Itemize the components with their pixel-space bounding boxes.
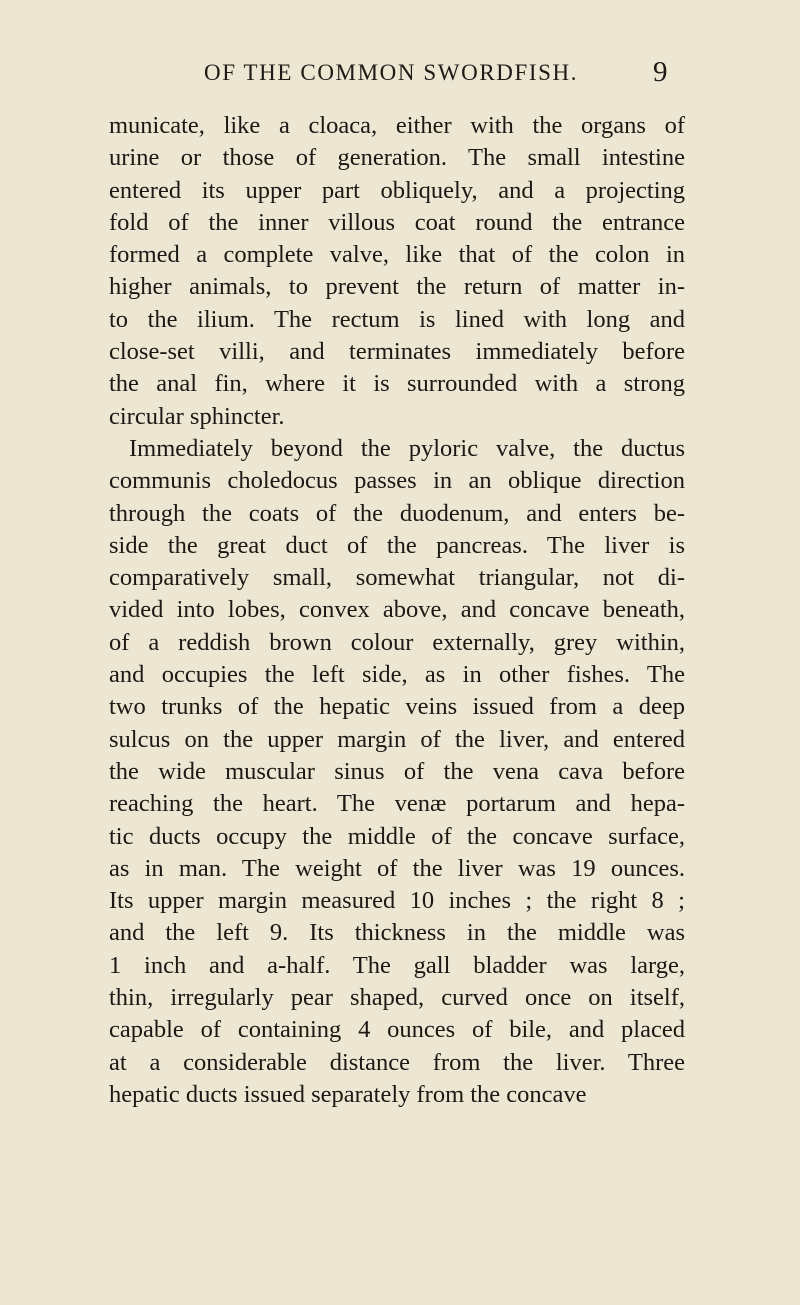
text-line: close-set villi, and terminates immediately before bbox=[109, 338, 685, 366]
text-line: at a considerable distance from the liver. Three bbox=[109, 1048, 685, 1076]
text-line: and the left 9. Its thickness in the middle was bbox=[109, 919, 685, 947]
text-line: the anal fin, where it is surrounded with a strong bbox=[109, 370, 685, 398]
text-line: sulcus on the upper margin of the liver, and entered bbox=[109, 725, 685, 753]
text-line: vided into lobes, convex above, and concave beneath, bbox=[109, 596, 685, 624]
text-line: reaching the heart. The venæ portarum and hepa- bbox=[109, 790, 685, 818]
running-header bbox=[0, 56, 800, 96]
text-line: 1 inch and a-half. The gall bladder was large, bbox=[109, 951, 685, 979]
text-line: hepatic ducts issued separately from the concave bbox=[109, 1080, 587, 1108]
text-line: as in man. The weight of the liver was 19 ounces. bbox=[109, 854, 685, 882]
text-line: circular sphincter. bbox=[109, 402, 285, 430]
text-line: municate, like a cloaca, either with the organs of bbox=[109, 112, 685, 139]
text-line: thin, irregularly pear shaped, curved once on itself, bbox=[109, 984, 685, 1012]
text-line: communis choledocus passes in an oblique direction bbox=[109, 467, 685, 495]
text-line: side the great duct of the pancreas. The liver is bbox=[109, 531, 685, 559]
text-line: two trunks of the hepatic veins issued from a deep bbox=[109, 693, 685, 721]
text-line: Its upper margin measured 10 inches ; the right 8 ; bbox=[109, 887, 685, 915]
text-line: comparatively small, somewhat triangular, not di- bbox=[109, 564, 685, 592]
text-line: capable of containing 4 ounces of bile, and placed bbox=[109, 1016, 685, 1044]
text-line: tic ducts occupy the middle of the concave surface, bbox=[109, 822, 685, 850]
text-line: formed a complete valve, like that of the colon in bbox=[109, 241, 685, 269]
text-line: through the coats of the duodenum, and enters be- bbox=[109, 499, 685, 527]
text-line: urine or those of generation. The small intestine bbox=[109, 144, 685, 172]
paragraph-start-line: Immediately beyond the pyloric valve, the ductus bbox=[129, 434, 685, 462]
text-line: the wide muscular sinus of the vena cava before bbox=[109, 757, 685, 785]
text-line: and occupies the left side, as in other fishes. The bbox=[109, 661, 685, 689]
page-number: 9 bbox=[653, 56, 668, 88]
body-text bbox=[109, 110, 685, 1111]
text-line: to the ilium. The rectum is lined with long and bbox=[109, 305, 685, 333]
text-line: entered its upper part obliquely, and a projecting bbox=[109, 176, 685, 204]
text-line: of a reddish brown colour externally, grey within, bbox=[109, 628, 685, 656]
text-line: higher animals, to prevent the return of matter in- bbox=[109, 273, 685, 301]
running-title: OF THE COMMON SWORDFISH. bbox=[204, 60, 579, 85]
text-line: fold of the inner villous coat round the entrance bbox=[109, 208, 685, 236]
